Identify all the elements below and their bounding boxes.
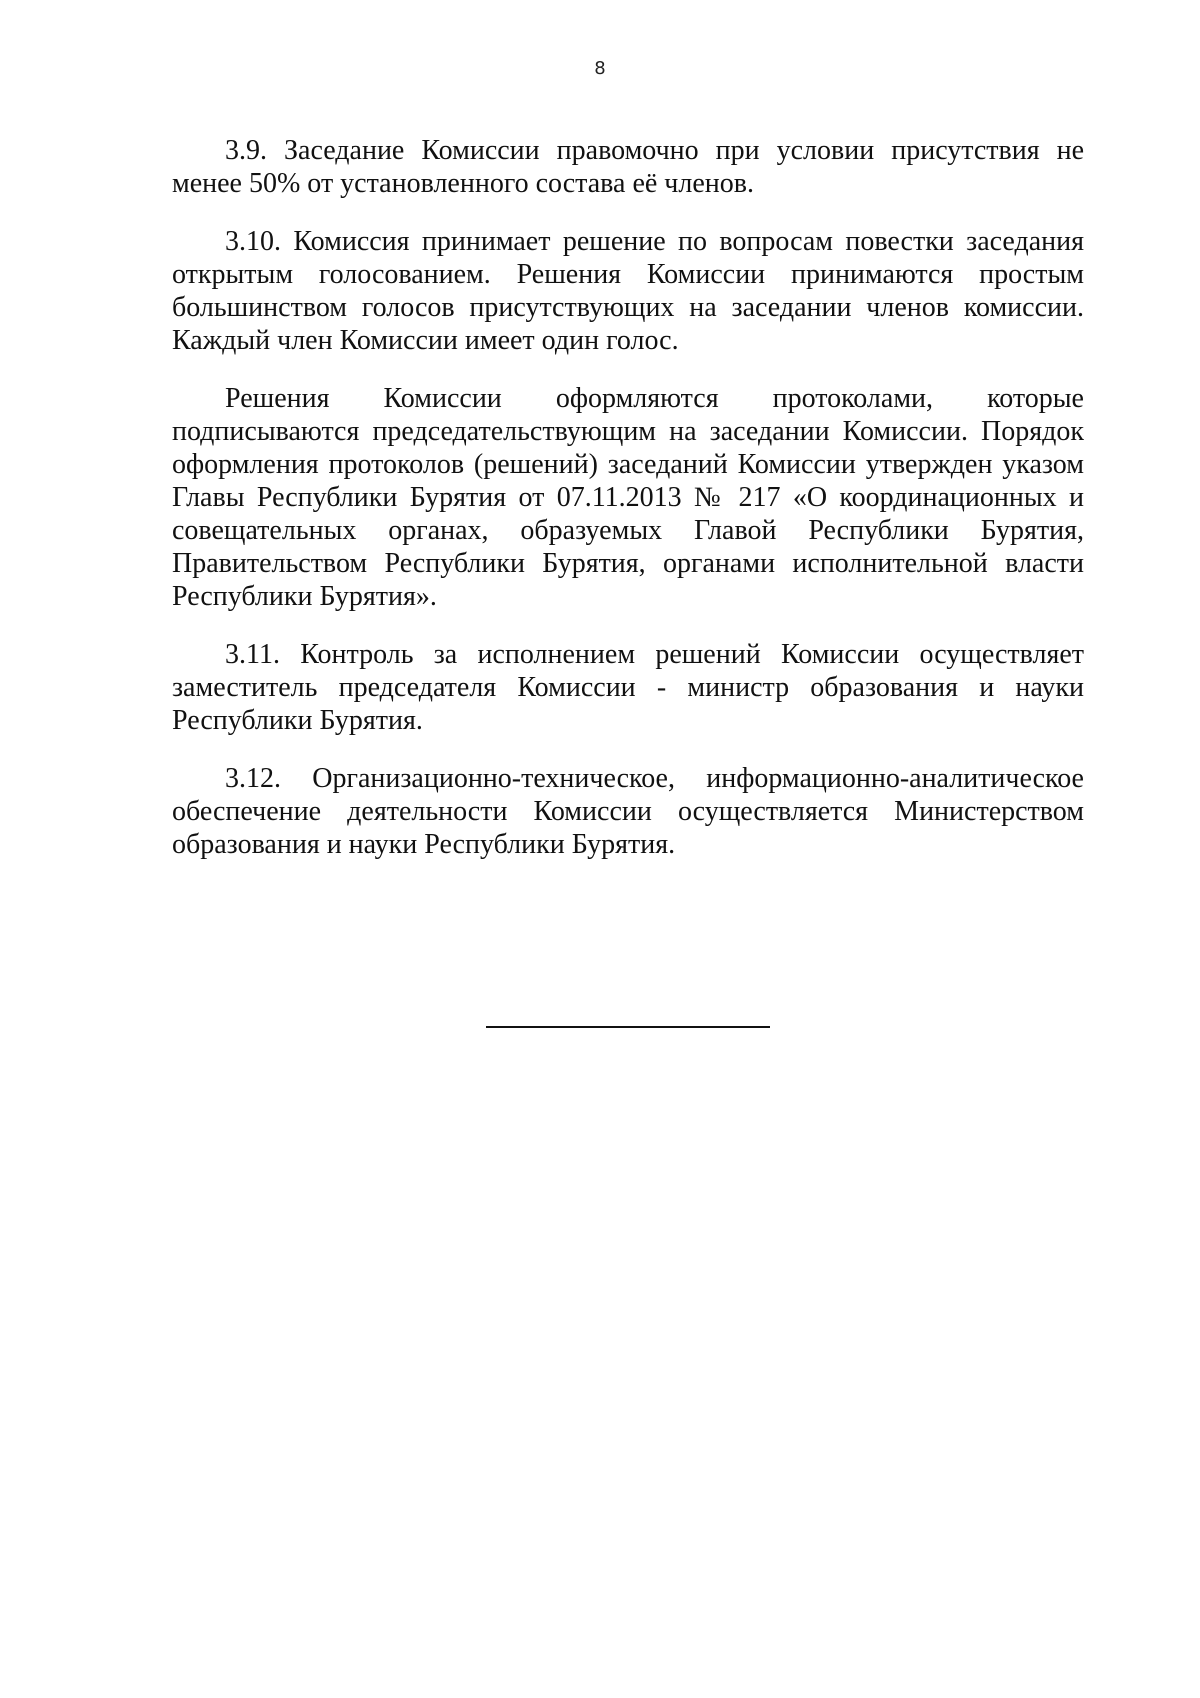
document-body: [172, 134, 1084, 886]
page-number: 8: [594, 58, 606, 79]
paragraph-3-9: 3.9. Заседание Комиссии правомочно при условии присутствия не менее 50% от установленного состава её членов.: [172, 135, 1084, 199]
paragraph-decisions-protocols: Решения Комиссии оформляются протоколами, которые подписываются председательствующим на заседании Комиссии. Порядок оформления протоколов (решений) заседаний Комиссии утвержден указом Главы Республики Бурятия от 07.11.2013 № 217 «О координационных и совещательных органах, образуемых Главой Республики Бурятия, Правительством Республики Бурятия, органами исполнительной власти Республики Бурятия».: [172, 383, 1084, 612]
paragraph-3-10: 3.10. Комиссия принимает решение по вопросам повестки заседания открытым голосованием. Решения Комиссии принимаются простым большинством голосов присутствующих на заседании членов комиссии. Каждый член Комиссии имеет один голос.: [172, 226, 1084, 356]
end-separator-line: [486, 1026, 770, 1028]
paragraph-3-12: 3.12. Организационно-техническое, информационно-аналитическое обеспечение деятельности Комиссии осуществляется Министерством образования и науки Республики Бурятия.: [172, 763, 1084, 860]
paragraph-3-11: 3.11. Контроль за исполнением решений Комиссии осуществляет заместитель председателя Комиссии - министр образования и науки Республики Бурятия.: [172, 639, 1084, 736]
